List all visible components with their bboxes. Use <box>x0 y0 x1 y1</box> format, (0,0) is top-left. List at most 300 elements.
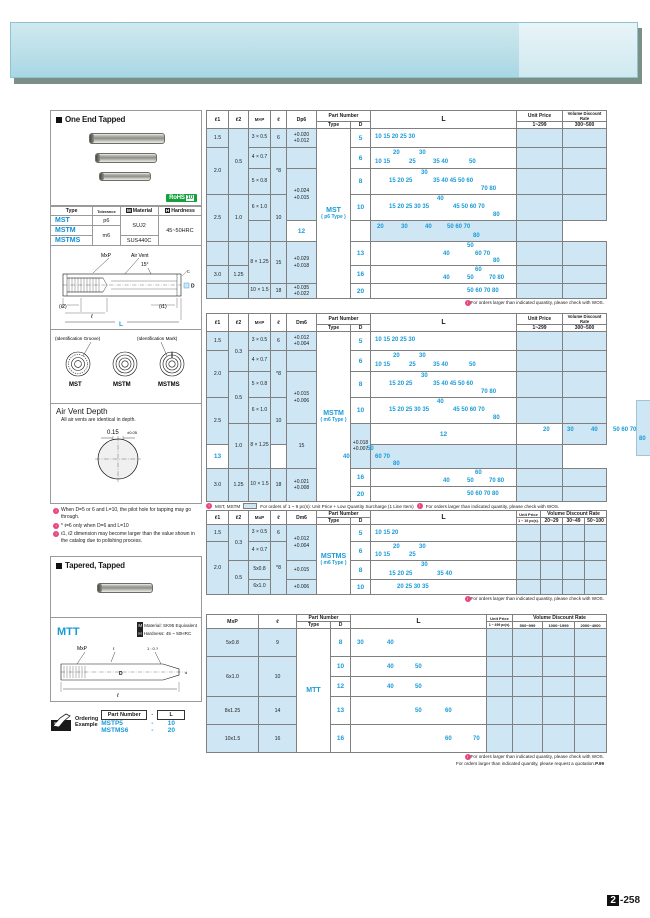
mst-l1-4: 2.5 <box>207 195 229 242</box>
mstms-mxp-1: 3 × 0.5 <box>249 525 271 542</box>
mst-l1-2: 2.0 <box>207 148 229 195</box>
mstm-l-1: 6 <box>271 332 287 351</box>
ordering-dash: - <box>151 720 154 728</box>
mtt-L-16: 60 70 <box>351 725 487 753</box>
mstms-th-unit-price: Unit Price <box>517 511 541 518</box>
mtt-price4-12 <box>575 677 607 697</box>
mst-th-dp6: Dp6 <box>287 111 317 129</box>
mstms-th-l2: ℓ2 <box>229 511 249 525</box>
mtt-type-name: MTT <box>57 626 80 639</box>
mstms-price1-5 <box>517 525 541 542</box>
mtt-price3-8 <box>543 629 575 657</box>
mtt-l-1: 9 <box>259 629 297 657</box>
mst-th-l2: ℓ2 <box>229 111 249 129</box>
mstm-price1-20 <box>517 487 563 502</box>
mstm-L-values-5: 10 15 20 25 30 <box>375 336 416 343</box>
note-marker-icon: ! <box>53 523 59 529</box>
mst-tol-3: +0.024 +0.015 <box>287 169 317 221</box>
mst-th-volume: Volume Discount Rate <box>563 111 607 122</box>
spec-type-mst: MST <box>51 216 93 226</box>
mtt-type-name: MTT <box>306 686 321 694</box>
mst-L-16: 60 40 50 70 80 <box>371 266 517 284</box>
mst-price2-16 <box>563 266 607 284</box>
material-icon: M <box>126 208 131 213</box>
mst-L-bot-12: 80 <box>473 232 480 239</box>
mstm-l-7: 18 <box>271 469 287 502</box>
mstm-footnote-right: For orders larger than indicated quantity, please check with WOS. <box>425 503 560 509</box>
mstms-d-8: 8 <box>351 561 371 580</box>
mst-footnote: ! For orders larger than indicated quantity, please check with WOS. <box>206 299 606 306</box>
ordering-example-pn-1: MSTP5 <box>101 720 123 728</box>
mst-mxp-6: 8 × 1.25 <box>249 242 271 284</box>
ordering-example <box>50 710 202 734</box>
mtt-label-mxp: MxP <box>77 646 87 653</box>
identification-panel <box>50 330 202 404</box>
mstm-mxp-2: 4 × 0.7 <box>249 351 271 372</box>
mstms-L-10 <box>371 580 517 595</box>
mst-price2-8 <box>563 169 607 195</box>
drawing-label-chamfer: C <box>187 269 190 274</box>
mst-th-price-2: 300~500 <box>563 122 607 129</box>
mtt-mxp-3: 8x1.25 <box>207 697 259 725</box>
mstm-L-mid-20: 50 60 70 80 <box>467 490 499 497</box>
mst-price2-12 <box>517 221 563 242</box>
mtt-l-2: 10 <box>259 657 297 697</box>
mstm-L-mid-16: 40 <box>443 477 450 484</box>
mstm-L-mid-13: 40 <box>343 453 350 460</box>
mst-type-sub: ( p6 Type ) <box>321 213 346 220</box>
hardness-icon: H <box>138 630 142 636</box>
mstm-mxp-7: 10 × 1.5 <box>249 469 271 502</box>
mst-price1-13 <box>517 242 563 266</box>
spec-material-suj2: SUJ2 <box>120 216 158 236</box>
mst-L-mid-20: 50 60 70 80 <box>467 287 499 294</box>
mst-mxp-1: 3 × 0.5 <box>249 129 271 148</box>
mstm-L-top-10: 40 <box>437 398 444 405</box>
mtt-price3-13 <box>543 697 575 725</box>
mstm-th-volume: Volume Discount Rate <box>563 314 607 325</box>
mstm-th-dm6: Dm6 <box>287 314 317 332</box>
hardness-icon: H <box>165 208 170 213</box>
mstms-th-l: ℓ <box>271 511 287 525</box>
air-vent-subtitle: All air vents are identical in depth. <box>61 417 136 423</box>
identification-mark-label: (Identification Mark) <box>137 336 178 341</box>
mstm-l2-5: 1.0 <box>229 424 249 469</box>
mst-L-top-8: 30 <box>421 169 428 176</box>
rohs-badge: RoHS 10 <box>166 194 197 202</box>
mst-price1-6 <box>517 148 563 169</box>
mst-l2-4: 1.0 <box>229 195 249 242</box>
spec-type-mstms: MSTMS <box>51 236 93 246</box>
mstm-th-l2: ℓ2 <box>229 314 249 332</box>
mst-L-mid-16: 40 <box>443 274 450 281</box>
mstm-L-bot-10: 80 <box>493 414 500 421</box>
one-end-tapped-panel <box>50 110 202 206</box>
mstm-price1-6 <box>517 351 563 372</box>
mtt-price1-12 <box>487 677 513 697</box>
mstm-d-20: 20 <box>351 487 371 502</box>
mstm-L-top-13: 50 <box>367 445 374 452</box>
spec-material-sus440c: SUS440C <box>120 236 158 246</box>
ordering-head-row <box>101 710 185 720</box>
mstm-price2-20 <box>563 487 607 502</box>
mstm-th-L: L <box>371 314 517 332</box>
mstms-th-volume: Volume Discount Rate <box>541 511 607 518</box>
section-title-one-end-tapped: One End Tapped <box>51 111 201 127</box>
spec-tol-m6: m6 <box>93 226 120 246</box>
mst-th-L: L <box>371 111 517 129</box>
mtt-price1-8 <box>487 629 513 657</box>
mstms-tol-4: +0.006 <box>287 580 317 595</box>
spec-header-type: Type <box>51 207 93 216</box>
mtt-label-taper: 1 : 0.? <box>147 646 159 652</box>
page-number-prefix: 2 <box>607 895 619 906</box>
ordering-fields <box>101 710 185 734</box>
mtt-price2-10 <box>513 657 543 677</box>
mtt-pin-photo-area <box>51 573 201 617</box>
one-end-tapped-drawing <box>50 246 202 330</box>
mstm-d-6: 6 <box>351 351 371 372</box>
mstms-price2-10 <box>541 580 563 595</box>
identification-item-mstms: MSTMS <box>158 382 180 388</box>
mst-L-top-16: 60 <box>475 266 482 273</box>
table-row <box>207 372 607 398</box>
side-index-tab[interactable] <box>636 400 650 456</box>
mstm-L-5 <box>371 332 517 351</box>
mstm-mxp-5: 8 × 1.25 <box>249 424 271 469</box>
mst-L-mid-12: 20 <box>377 223 384 230</box>
mstm-footnote-bar <box>206 502 606 510</box>
mst-L-5 <box>371 129 517 148</box>
mst-th-mxp: M×P <box>249 111 271 129</box>
mst-l2-1: 0.5 <box>229 129 249 195</box>
mtt-l-3: 14 <box>259 697 297 725</box>
mtt-hardness-line: H Hardness: 45 ~ 50HRC <box>138 630 192 636</box>
mst-price2-6 <box>563 148 607 169</box>
spec-tol-p6: p6 <box>93 216 120 226</box>
drawing-dim-L: L <box>119 321 123 328</box>
mst-tol-2 <box>287 148 317 169</box>
mstms-L-mid-10: 20 25 30 35 <box>397 583 429 590</box>
table-mstms <box>206 510 607 595</box>
drawing-label-angle: 15° <box>141 262 149 268</box>
identification-groove-label: (Identification Groove) <box>55 336 101 341</box>
spec-hardness: 45~50HRC <box>158 216 201 246</box>
mstm-L-12: 20 30 40 50 60 70 80 <box>517 424 563 445</box>
mtt-L-12: 40 50 <box>351 677 487 697</box>
left-column <box>50 110 202 734</box>
mstms-price4-8 <box>585 561 607 580</box>
mstms-th-d: D <box>351 518 371 525</box>
spec-header-row <box>51 207 202 216</box>
mstms-price1-10 <box>517 580 541 595</box>
mst-d-10: 10 <box>351 195 371 221</box>
mstm-mxp-4: 6 × 1.0 <box>249 398 271 424</box>
material-spec-table <box>50 206 202 246</box>
ordering-hand-icon <box>50 712 72 732</box>
drawing-dim-l: ℓ <box>91 314 93 320</box>
mst-l1-7: 3.0 <box>207 266 229 284</box>
mst-L-8: 30 15 20 25 35 40 45 50 60 70 80 <box>371 169 517 195</box>
mtt-price2-8 <box>513 629 543 657</box>
mst-price2-13 <box>563 242 607 266</box>
mstms-L-mid-6: 10 15 <box>375 551 391 558</box>
table-row <box>207 398 607 424</box>
mst-mxp-3: 5 × 0.8 <box>249 169 271 195</box>
mstms-L-6: 20 30 10 15 25 <box>371 542 517 561</box>
mst-L-20 <box>371 284 517 299</box>
mst-l-2: *8 <box>271 148 287 195</box>
mtt-L-values-10: 40 <box>387 663 394 670</box>
mstm-type-sub: ( m6 Type ) <box>320 416 347 423</box>
mstm-tol-3: +0.015 +0.006 <box>287 372 317 424</box>
ordering-head-l: L <box>157 710 185 720</box>
pin-end-cap-icon <box>100 173 104 180</box>
mst-tol-6: +0.029 +0.018 <box>287 242 317 284</box>
mst-mxp-4: 6 × 1.0 <box>249 195 271 221</box>
right-column <box>206 110 646 766</box>
mtt-d-16: 16 <box>331 725 351 753</box>
drawing-label-mxp: MxP <box>101 253 111 259</box>
mstm-th-price-2: 300~500 <box>563 325 607 332</box>
mstm-L-20 <box>371 487 517 502</box>
table-row <box>207 332 607 351</box>
mstm-price2-13 <box>517 445 563 469</box>
drawing-dim-l2: (ℓ2) <box>59 304 67 310</box>
mtt-mxp-4: 10x1.5 <box>207 725 259 753</box>
top-banner <box>0 22 650 84</box>
mst-th-l1: ℓ1 <box>207 111 229 129</box>
mst-l2-8 <box>229 284 249 299</box>
mst-L-bot-10: 80 <box>493 211 500 218</box>
mtt-th-unit-price: Unit Price <box>487 615 513 622</box>
mst-th-l: ℓ <box>271 111 287 129</box>
mst-type-cell <box>317 129 351 299</box>
mst-L-top-10: 40 <box>437 195 444 202</box>
mstm-l2-1: 0.3 <box>229 332 249 372</box>
mstm-d-8: 8 <box>351 372 371 398</box>
table-row <box>207 561 607 580</box>
mstms-L-top-6: 20 <box>393 543 400 550</box>
mtt-price3-12 <box>543 677 575 697</box>
ordering-example-l-1: 10 <box>167 720 176 728</box>
mstm-L-13: 50 40 60 70 80 <box>271 445 287 469</box>
mst-th-price-1: 1~299 <box>517 122 563 129</box>
mstms-price1-6 <box>517 542 541 561</box>
mtt-label-d: D <box>119 671 123 678</box>
table-row <box>207 242 607 266</box>
mtt-price4-8 <box>575 629 607 657</box>
mstm-price2-10 <box>563 398 607 424</box>
mstm-price1-5 <box>517 332 563 351</box>
note-marker-icon: ! <box>417 503 423 509</box>
mstm-th-l1: ℓ1 <box>207 314 229 332</box>
mtt-d-10: 10 <box>331 657 351 677</box>
mst-L-mid-8: 15 20 25 <box>389 177 413 184</box>
table-row <box>207 351 607 372</box>
mstms-price4-10 <box>585 580 607 595</box>
mstms-price3-10 <box>563 580 585 595</box>
mst-th-type: Type <box>317 122 351 129</box>
mstm-l1-4: 2.5 <box>207 398 229 445</box>
mstm-L-10: 40 15 20 25 30 35 45 50 60 70 80 <box>371 398 517 424</box>
mtt-drawing-svg <box>51 642 203 700</box>
air-vent-title: Air Vent Depth <box>56 407 108 416</box>
mstm-th-d: D <box>351 325 371 332</box>
table-row <box>207 629 607 657</box>
ordering-example-row-1 <box>101 720 185 727</box>
drawing-label-d: D <box>191 283 195 290</box>
table-mtt <box>206 614 607 753</box>
footnote-2: ! * ℓ=6 only when D=6 and L=10 <box>53 523 199 530</box>
table-row <box>207 148 607 169</box>
mstm-L-16: 60 40 50 70 80 <box>371 469 517 487</box>
mstms-type-name: MSTMS <box>320 552 347 560</box>
identification-svg <box>51 330 203 404</box>
mstms-th-price-4: 50~100 <box>585 518 607 525</box>
mstm-price2-6 <box>563 351 607 372</box>
table-row <box>207 129 607 148</box>
mst-l2-7: 1.25 <box>229 266 249 284</box>
pin-photos <box>51 127 201 205</box>
mtt-L-values-16: 60 <box>445 735 452 742</box>
mstm-tol-2 <box>287 351 317 372</box>
mstm-th-l: ℓ <box>271 314 287 332</box>
mstm-l1-1: 1.5 <box>207 332 229 351</box>
mst-d-16: 16 <box>351 266 371 284</box>
mst-L-12: 20 30 40 50 60 70 80 <box>351 221 371 242</box>
mstms-l2-1: 0.3 <box>229 525 249 561</box>
mstm-l-5: 15 <box>287 424 317 469</box>
table-row <box>207 542 607 561</box>
mstm-L-top-8: 30 <box>421 372 428 379</box>
mtt-th-price-1: 1 ~ 499 pc(s). <box>487 622 513 629</box>
mst-th-d: D <box>351 122 371 129</box>
page-number-suffix: -258 <box>619 895 640 906</box>
mstms-price2-6 <box>541 542 563 561</box>
mtt-material-info <box>137 622 197 637</box>
footnote-1: ! When D=5 or 6 and L=10, the pilot hole for tapping may go through. <box>53 507 199 522</box>
mstm-tol-7: +0.021 +0.008 <box>287 469 317 502</box>
mstm-footnote-mid: For orders of 1 ~ 9 pc(s): Unit Price + Low Quantity Surcharge (1 Line Item) <box>260 503 414 509</box>
mstms-mxp-4: 6x1.0 <box>249 580 271 595</box>
mstms-th-price-1: 1 ~ 19 pc(s). <box>518 519 539 523</box>
table-row <box>207 525 607 542</box>
mst-l1-8 <box>207 284 229 299</box>
catalog-page <box>50 110 646 850</box>
mst-d-20: 20 <box>351 284 371 299</box>
air-vent-svg <box>51 425 203 487</box>
mtt-th-part-number: Part Number <box>297 615 351 622</box>
pin-end-cap-icon <box>90 134 94 143</box>
table-row <box>207 284 607 299</box>
mstm-d-5: 5 <box>351 332 371 351</box>
mst-l-8: 18 <box>271 284 287 299</box>
mstms-th-l1: ℓ1 <box>207 511 229 525</box>
mtt-price3-16 <box>543 725 575 753</box>
mtt-price3-10 <box>543 657 575 677</box>
bullet-square-icon <box>56 117 62 123</box>
material-icon: M <box>138 623 143 629</box>
mstms-d-10: 10 <box>351 580 371 595</box>
mtt-price2-12 <box>513 677 543 697</box>
mst-L-bot-13: 80 <box>493 257 500 264</box>
mstm-type-name: MSTM <box>323 409 344 417</box>
mstm-L-mid-10: 15 20 25 30 35 <box>389 406 430 413</box>
ordering-example-row-2 <box>101 727 185 734</box>
spec-header-tolerance: Tolerance <box>93 207 120 216</box>
pin-photo-medium <box>95 153 157 163</box>
table-mst <box>206 110 607 299</box>
mstms-type-sub: ( m6 Type ) <box>320 559 347 566</box>
mst-tol-1: +0.020 +0.012 <box>287 129 317 148</box>
mstm-footnote-left: MST, MSTM <box>215 503 241 509</box>
pin-photo-large <box>89 133 165 144</box>
mst-price1-16 <box>517 266 563 284</box>
note-marker-icon: ! <box>206 503 212 509</box>
note-marker-icon: ! <box>53 531 59 537</box>
mtt-footnote-ref[interactable]: P.99 <box>595 761 604 766</box>
mtt-th-d: D <box>331 622 351 629</box>
mstms-mxp-3: 5x0.8 <box>249 561 271 580</box>
mstm-d-13: 13 <box>207 445 229 469</box>
spec-header-material: M Material <box>120 207 158 216</box>
mstms-th-price-3: 30~49 <box>563 518 585 525</box>
mtt-d-13: 13 <box>331 697 351 725</box>
mst-mxp-8: 10 × 1.5 <box>249 284 271 299</box>
mst-price1-20 <box>517 284 563 299</box>
mstm-th-part-number: Part Number <box>317 314 371 325</box>
mtt-footnote-1: ! For orders larger than indicated quantity, please check with WOS. <box>206 753 606 760</box>
mtt-mxp-2: 6x1.0 <box>207 657 259 697</box>
mstms-tol-3: +0.015 <box>287 561 317 580</box>
mstms-th-part-number: Part Number <box>317 511 371 518</box>
mstm-d-16: 16 <box>351 469 371 487</box>
mst-mxp-5 <box>249 221 271 242</box>
mst-d-5: 5 <box>351 129 371 148</box>
mtt-th-price-3: 1000~1999 <box>543 622 575 629</box>
mst-mxp-2: 4 × 0.7 <box>249 148 271 169</box>
mstm-price2-8 <box>563 372 607 398</box>
mtt-th-price-4: 2000~4000 <box>575 622 607 629</box>
ordering-dash: - <box>151 712 154 719</box>
mstm-th-mxp: M×P <box>249 314 271 332</box>
mst-L-10: 40 15 20 25 30 35 45 50 60 70 80 <box>371 195 517 221</box>
mstms-price3-5 <box>563 525 585 542</box>
mstm-l1-7: 3.0 <box>207 469 229 502</box>
mst-L-mid-10: 15 20 25 30 35 <box>389 203 430 210</box>
mstm-L-bot-13: 80 <box>393 460 400 467</box>
table-mstm <box>206 313 646 502</box>
mst-price2-20 <box>563 284 607 299</box>
identification-item-mst: MST <box>69 382 82 388</box>
mstms-l2-3: 0.5 <box>229 561 249 595</box>
air-vent-depth-panel <box>50 404 202 504</box>
mst-L-top-13: 50 <box>467 242 474 249</box>
note-marker-icon: ! <box>53 508 59 514</box>
mstms-L-5 <box>371 525 517 542</box>
mst-L-mid-6: 10 15 <box>375 158 391 165</box>
mtt-price1-10 <box>487 657 513 677</box>
mst-price2-5 <box>563 129 607 148</box>
mstms-L-values-5: 10 15 20 <box>375 529 399 536</box>
mstm-L-top-16: 60 <box>475 469 482 476</box>
mstms-th-L: L <box>371 511 517 525</box>
mtt-footnote-2: For orders larger than indicated quantity, please request a quotation.P.99 <box>456 761 604 766</box>
spec-header-hardness: H Hardness <box>158 207 201 216</box>
mtt-L-values-13: 50 <box>415 707 422 714</box>
mtt-label-small-d: d <box>185 670 188 676</box>
